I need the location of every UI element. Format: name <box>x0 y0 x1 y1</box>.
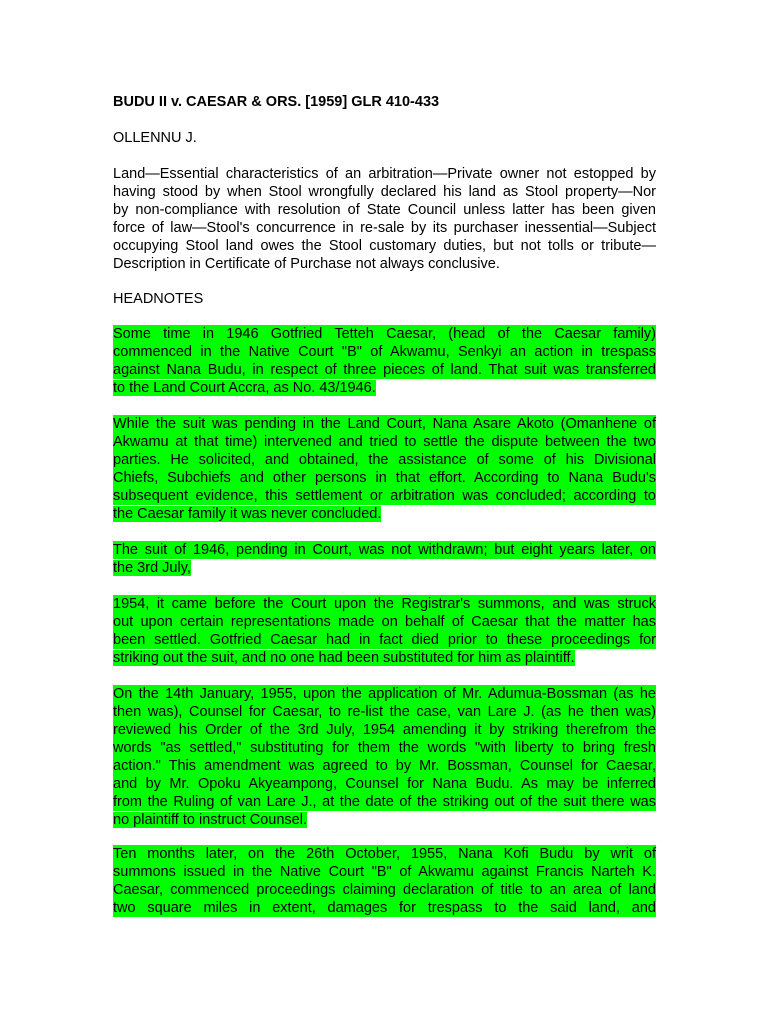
headnotes-heading: HEADNOTES <box>113 291 204 307</box>
paragraph-line <box>113 649 656 667</box>
paragraph-line: 1954, it came before the Court upon the Registrar's summons, and was struck <box>113 596 656 612</box>
catchwords <box>113 165 656 273</box>
headnote-paragraph <box>113 685 656 829</box>
paragraph-line-text: striking out the suit, and no one had been substituted for him as plaintiff. <box>113 650 575 666</box>
paragraph-line: two square miles in extent, damages for trespass to the said land, and <box>113 900 656 916</box>
paragraph-line-text: no plaintiff to instruct Counsel. <box>113 812 307 828</box>
paragraph-line: reviewed his Order of the 3rd July, 1954 amending it by striking therefrom the <box>113 722 656 738</box>
judge-name: OLLENNU J. <box>113 130 197 146</box>
headnote-paragraph <box>113 415 656 523</box>
paragraph-line: been settled. Gotfried Caesar had in fact died prior to these proceedings for <box>113 632 656 648</box>
paragraph-line: The suit of 1946, pending in Court, was not withdrawn; but eight years later, on <box>113 542 656 558</box>
paragraph-line-text: the Caesar family it was never concluded. <box>113 506 382 522</box>
paragraph-line <box>113 379 656 397</box>
paragraph-line: from the Ruling of van Lare J., at the date of the striking out of the suit there was <box>113 794 656 810</box>
catchword-line: by non-compliance with resolution of State Council unless latter has been given <box>113 202 656 218</box>
paragraph-line: parties. He solicited, and obtained, the assistance of some of his Divisional <box>113 452 656 468</box>
paragraph-line-text: to the Land Court Accra, as No. 43/1946. <box>113 380 376 396</box>
paragraph-line: commenced in the Native Court "B" of Akwamu, Senkyi an action in trespass <box>113 344 656 360</box>
paragraph-line: Caesar, commenced proceedings claiming declaration of title to an area of land <box>113 882 656 898</box>
paragraph-line: Chiefs, Subchiefs and other persons in that effort. According to Nana Budu's <box>113 470 656 486</box>
case-title: BUDU II v. CAESAR & ORS. [1959] GLR 410-433 <box>113 94 440 110</box>
paragraph-line: Some time in 1946 Gotfried Tetteh Caesar, (head of the Caesar family) <box>113 326 656 342</box>
paragraph-line: out upon certain representations made on behalf of Caesar that the matter has <box>113 614 656 630</box>
paragraph-line: words "as settled," substituting for them the words "with liberty to bring fresh <box>113 740 656 756</box>
catchword-line: force of law—Stool's concurrence in re-sale by its purchaser inessential—Subject <box>113 220 656 236</box>
paragraph-line <box>113 505 656 523</box>
paragraph-line-text: the 3rd July, <box>113 560 191 576</box>
paragraph-line: action." This amendment was agreed to by Mr. Bossman, Counsel for Caesar, <box>113 758 656 774</box>
paragraph-line: While the suit was pending in the Land Court, Nana Asare Akoto (Omanhene of <box>113 416 656 432</box>
paragraph-line: subsequent evidence, this settlement or arbitration was concluded; according to <box>113 488 656 504</box>
paragraph-line <box>113 559 656 577</box>
catchword-line: Description in Certificate of Purchase not always conclusive. <box>113 256 500 272</box>
paragraph-line: then was), Counsel for Caesar, to re-list the case, van Lare J. (as he then was) <box>113 704 656 720</box>
paragraph-line: summons issued in the Native Court "B" of Akwamu against Francis Narteh K. <box>113 864 656 880</box>
paragraph-line: On the 14th January, 1955, upon the application of Mr. Adumua-Bossman (as he <box>113 686 656 702</box>
catchword-line: occupying Stool land owes the Stool customary duties, but not tolls or tribute— <box>113 238 656 254</box>
catchword-line: Land—Essential characteristics of an arbitration—Private owner not estopped by <box>113 166 656 182</box>
paragraph-line: against Nana Budu, in respect of three pieces of land. That suit was transferred <box>113 362 656 378</box>
paragraph-line: Akwamu at that time) intervened and tried to settle the dispute between the two <box>113 434 656 450</box>
paragraph-line: Ten months later, on the 26th October, 1955, Nana Kofi Budu by writ of <box>113 846 656 862</box>
headnote-paragraph <box>113 595 656 667</box>
headnote-paragraph <box>113 325 656 397</box>
paragraph-line <box>113 811 656 829</box>
catchword-line: having stood by when Stool wrongfully declared his land as Stool property—Nor <box>113 184 656 200</box>
headnote-paragraph <box>113 541 656 577</box>
headnote-paragraph <box>113 845 656 917</box>
paragraph-line: and by Mr. Opoku Akyeampong, Counsel for Nana Budu. As may be inferred <box>113 776 656 792</box>
